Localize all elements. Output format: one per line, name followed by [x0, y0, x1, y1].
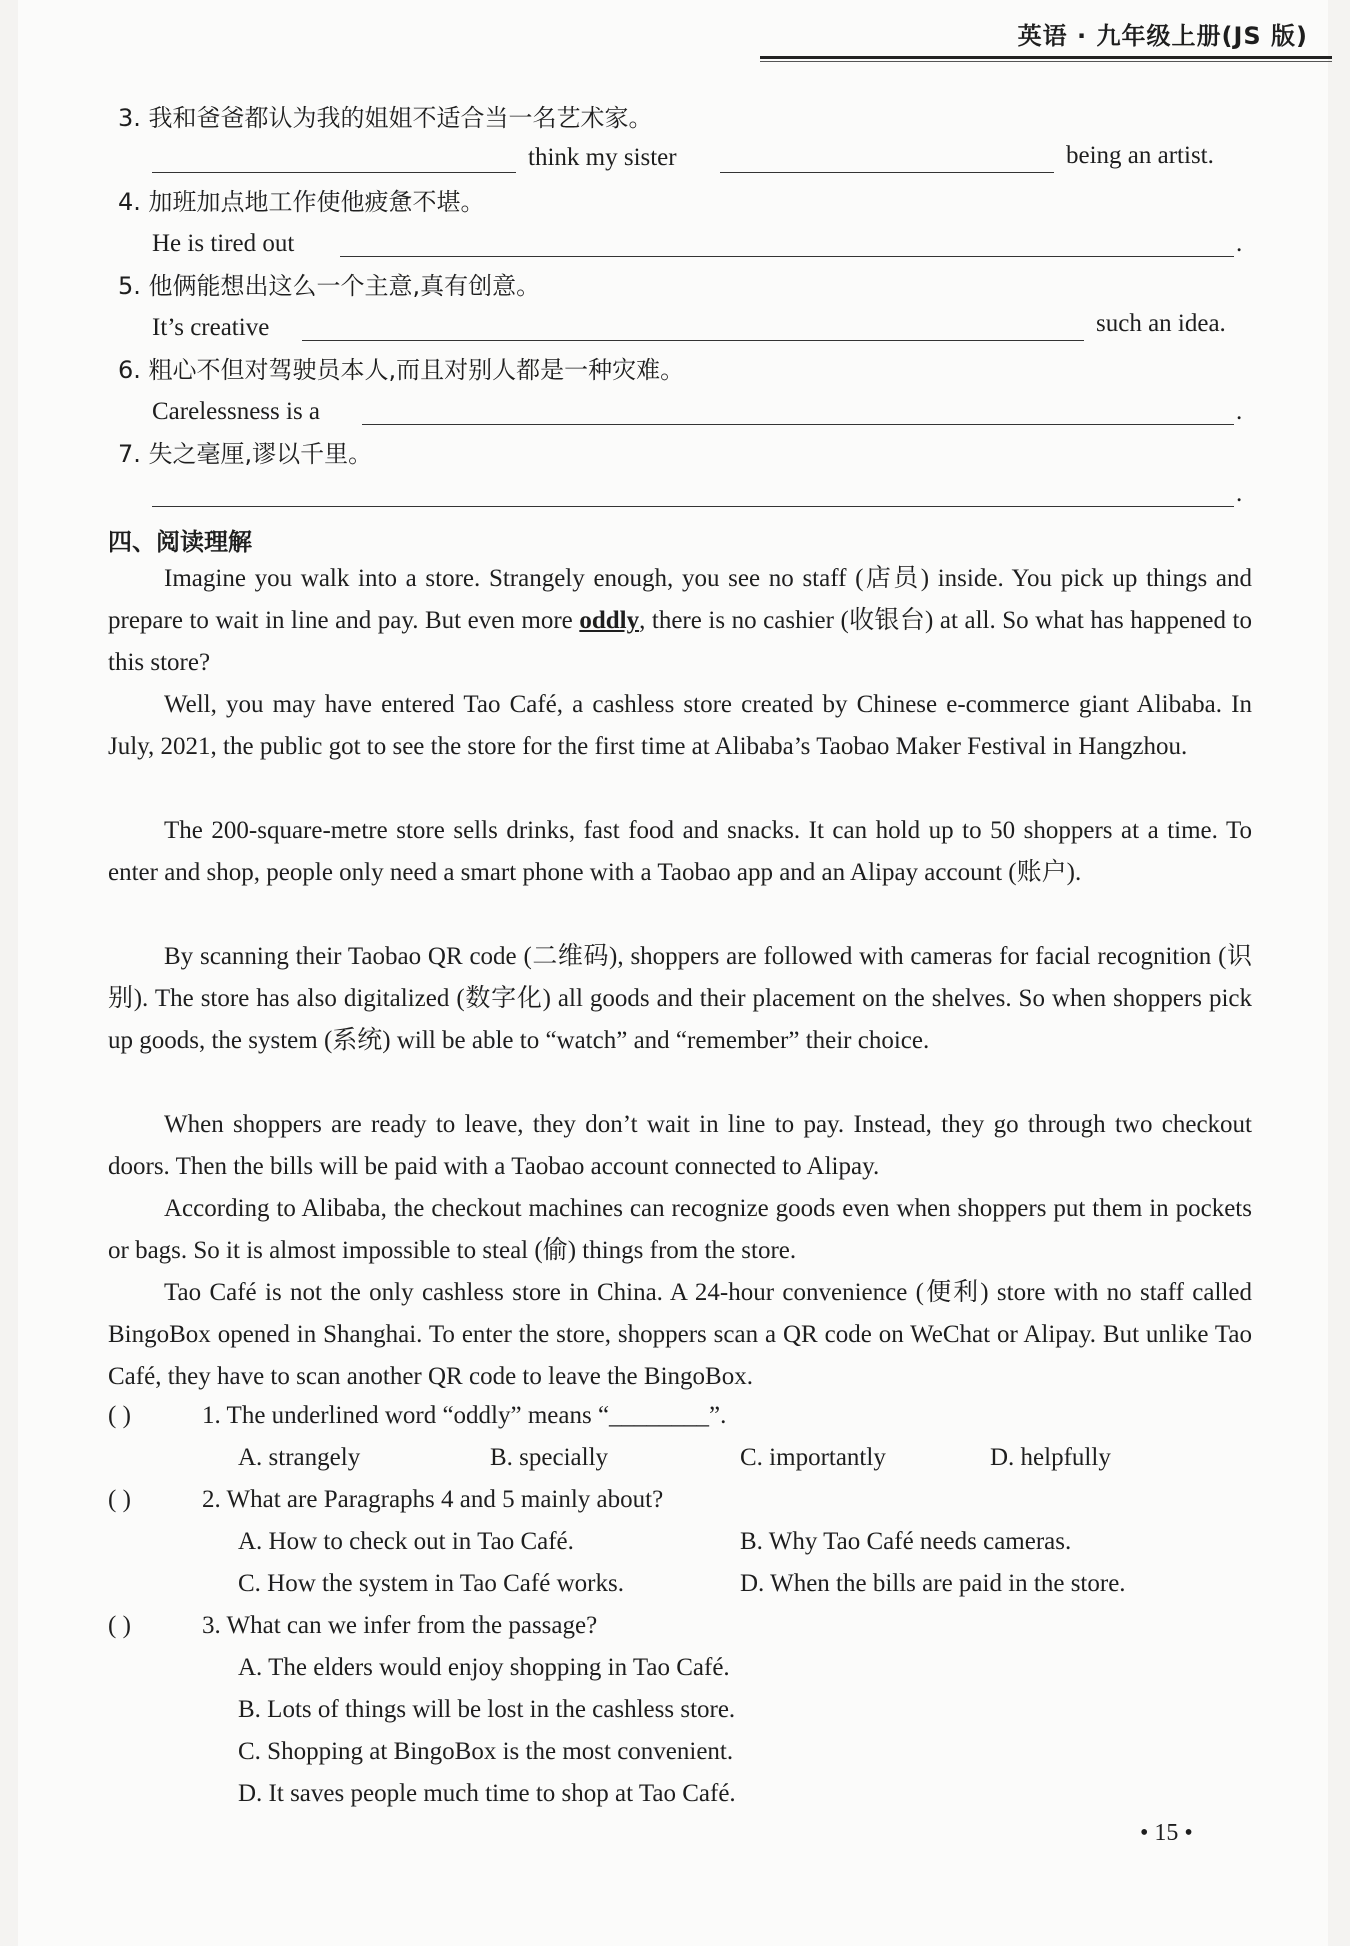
- book-header-title: 英语 · 九年级上册(JS 版): [1017, 22, 1308, 50]
- question-2-stem: 2. What are Paragraphs 4 and 5 mainly about?: [202, 1486, 664, 1513]
- q3-end-text: being an artist.: [1066, 142, 1214, 169]
- question-2-option-c[interactable]: C. How the system in Tao Café works.: [238, 1570, 624, 1597]
- question-1-option-a[interactable]: A. strangely: [238, 1444, 361, 1471]
- q6-start-text: Carelessness is a: [152, 398, 321, 425]
- q7-blank[interactable]: [152, 506, 1234, 507]
- reading-paragraph-6: According to Alibaba, the checkout machines can recognize goods even when shoppers put them in pockets or bags. So it is almost impossible to steal (偷) things from the store.: [108, 1195, 1252, 1264]
- q4-end-punct: .: [1236, 230, 1243, 257]
- question-1-stem: 1. The underlined word “oddly” means “________”.: [202, 1402, 727, 1429]
- underlined-word-oddly: oddly: [579, 607, 640, 634]
- q3-middle-text: think my sister: [528, 144, 677, 171]
- q4-blank[interactable]: [340, 256, 1234, 257]
- question-3-option-c[interactable]: C. Shopping at BingoBox is the most convenient.: [238, 1738, 734, 1765]
- q5-end-text: such an idea.: [1096, 310, 1226, 337]
- reading-paragraph-4: By scanning their Taobao QR code (二维码), shoppers are followed with cameras for facial recognition (识别). The store has also digitalized (数字化) all goods and their placement on the shelves. So when shoppers pick up goods, the system (系统) will be able to “watch” and “remember” their choice.: [108, 943, 1252, 1054]
- question-1-answer-paren[interactable]: ( ): [108, 1402, 131, 1429]
- question-2-option-b[interactable]: B. Why Tao Café needs cameras.: [740, 1528, 1072, 1555]
- header-rule: [760, 56, 1332, 59]
- q4-number: 4.: [118, 188, 141, 216]
- question-2-answer-paren[interactable]: ( ): [108, 1486, 131, 1513]
- p1-text-b: , there is no cashier (收银台) at all. So what has happened to this store?: [108, 607, 1253, 676]
- q6-chinese: 粗心不但对驾驶员本人,而且对别人都是一种灾难。: [148, 356, 685, 384]
- q5-start-text: It’s creative: [152, 314, 270, 341]
- translation-q7-prompt: [118, 438, 372, 470]
- question-2-option-a[interactable]: A. How to check out in Tao Café.: [238, 1528, 574, 1555]
- header-rule-thin: [760, 61, 1332, 62]
- translation-q6-prompt: [118, 354, 684, 386]
- translation-q3-prompt: [118, 102, 653, 134]
- question-3-option-a[interactable]: A. The elders would enjoy shopping in Tao Café.: [238, 1654, 730, 1681]
- q6-blank[interactable]: [362, 424, 1234, 425]
- question-3-stem: 3. What can we infer from the passage?: [202, 1612, 598, 1639]
- reading-paragraph-2: Well, you may have entered Tao Café, a cashless store created by Chinese e-commerce giant Alibaba. In July, 2021, the public got to see the store for the first time at Alibaba’s Taobao Maker Festival in Hangzhou.: [108, 691, 1252, 760]
- q4-start-text: He is tired out: [152, 230, 295, 257]
- question-2-option-d[interactable]: D. When the bills are paid in the store.: [740, 1570, 1126, 1597]
- reading-paragraph-1: [108, 558, 1252, 684]
- q3-blank-1[interactable]: [152, 172, 516, 173]
- q5-number: 5.: [118, 272, 141, 300]
- question-1-option-b[interactable]: B. specially: [490, 1444, 609, 1471]
- question-1-option-c[interactable]: C. importantly: [740, 1444, 886, 1471]
- question-1-option-d[interactable]: D. helpfully: [990, 1444, 1111, 1471]
- reading-paragraph-5: When shoppers are ready to leave, they don’t wait in line to pay. Instead, they go through two checkout doors. Then the bills will be paid with a Taobao account connected to Alipay.: [108, 1111, 1252, 1180]
- page-number: • 15 •: [1140, 1820, 1193, 1846]
- question-3-answer-paren[interactable]: ( ): [108, 1612, 131, 1639]
- reading-paragraph-7: Tao Café is not the only cashless store in China. A 24-hour convenience (便利) store with no staff called BingoBox opened in Shanghai. To enter the store, shoppers scan a QR code on WeChat or Alipay. But unlike Tao Café, they have to scan another QR code to leave the BingoBox.: [108, 1279, 1252, 1390]
- section-title-reading: 四、阅读理解: [108, 528, 252, 556]
- q7-number: 7.: [118, 440, 141, 468]
- question-3-option-b[interactable]: B. Lots of things will be lost in the cashless store.: [238, 1696, 736, 1723]
- translation-q4-prompt: [118, 186, 485, 218]
- q3-blank-2[interactable]: [720, 172, 1054, 173]
- q7-end-punct: .: [1236, 480, 1243, 507]
- p1-text-a: Imagine you walk into a store. Strangely enough, you see no staff (店员) inside. You pick up things and prepare to wait in line and pay. But even more: [108, 565, 1252, 634]
- q5-chinese: 他俩能想出这么一个主意,真有创意。: [148, 272, 541, 300]
- q7-chinese: 失之毫厘,谬以千里。: [148, 440, 373, 468]
- q5-blank[interactable]: [302, 340, 1084, 341]
- reading-paragraph-3: The 200-square-metre store sells drinks, fast food and snacks. It can hold up to 50 shoppers at a time. To enter and shop, people only need a smart phone with a Taobao app and an Alipay account (账户).: [108, 817, 1252, 886]
- question-3-option-d[interactable]: D. It saves people much time to shop at Tao Café.: [238, 1780, 736, 1807]
- q3-number: 3.: [118, 104, 141, 132]
- translation-q5-prompt: [118, 270, 540, 302]
- q3-chinese: 我和爸爸都认为我的姐姐不适合当一名艺术家。: [148, 104, 653, 132]
- q4-chinese: 加班加点地工作使他疲惫不堪。: [148, 188, 485, 216]
- q6-number: 6.: [118, 356, 141, 384]
- q6-end-punct: .: [1236, 398, 1243, 425]
